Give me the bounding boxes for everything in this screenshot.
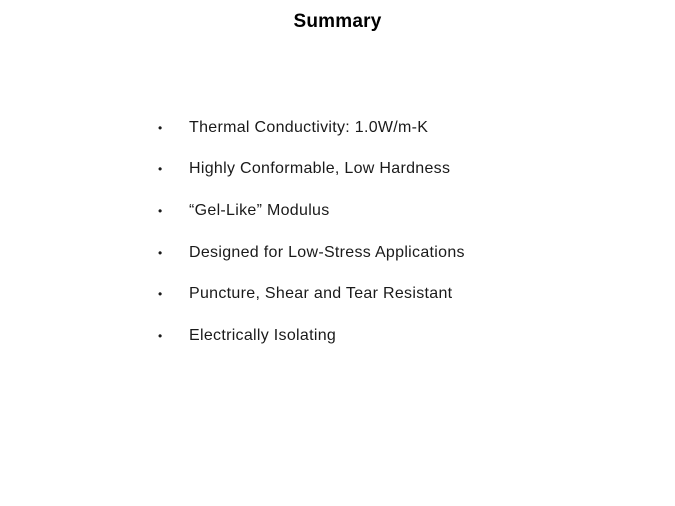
slide-title: Summary xyxy=(293,11,382,32)
bullet-list xyxy=(156,107,465,357)
list-item xyxy=(156,273,465,315)
bullet-icon: • xyxy=(158,162,163,177)
bullet-text: Highly Conformable, Low Hardness xyxy=(189,160,451,178)
list-item xyxy=(156,107,465,149)
bullet-text: “Gel-Like” Modulus xyxy=(189,201,330,219)
list-item xyxy=(156,149,465,191)
bullet-text: Designed for Low-Stress Applications xyxy=(189,243,465,261)
list-item xyxy=(156,315,465,357)
bullet-text: Electrically Isolating xyxy=(189,326,337,344)
bullet-text: Puncture, Shear and Tear Resistant xyxy=(189,285,453,303)
bullet-icon: • xyxy=(158,287,163,302)
bullet-icon: • xyxy=(158,245,163,260)
bullet-icon: • xyxy=(158,120,163,135)
list-item xyxy=(156,232,465,274)
list-item xyxy=(156,190,465,232)
bullet-icon: • xyxy=(158,328,163,343)
bullet-text: Thermal Conductivity: 1.0W/m-K xyxy=(189,118,429,136)
bullet-icon: • xyxy=(158,203,163,218)
